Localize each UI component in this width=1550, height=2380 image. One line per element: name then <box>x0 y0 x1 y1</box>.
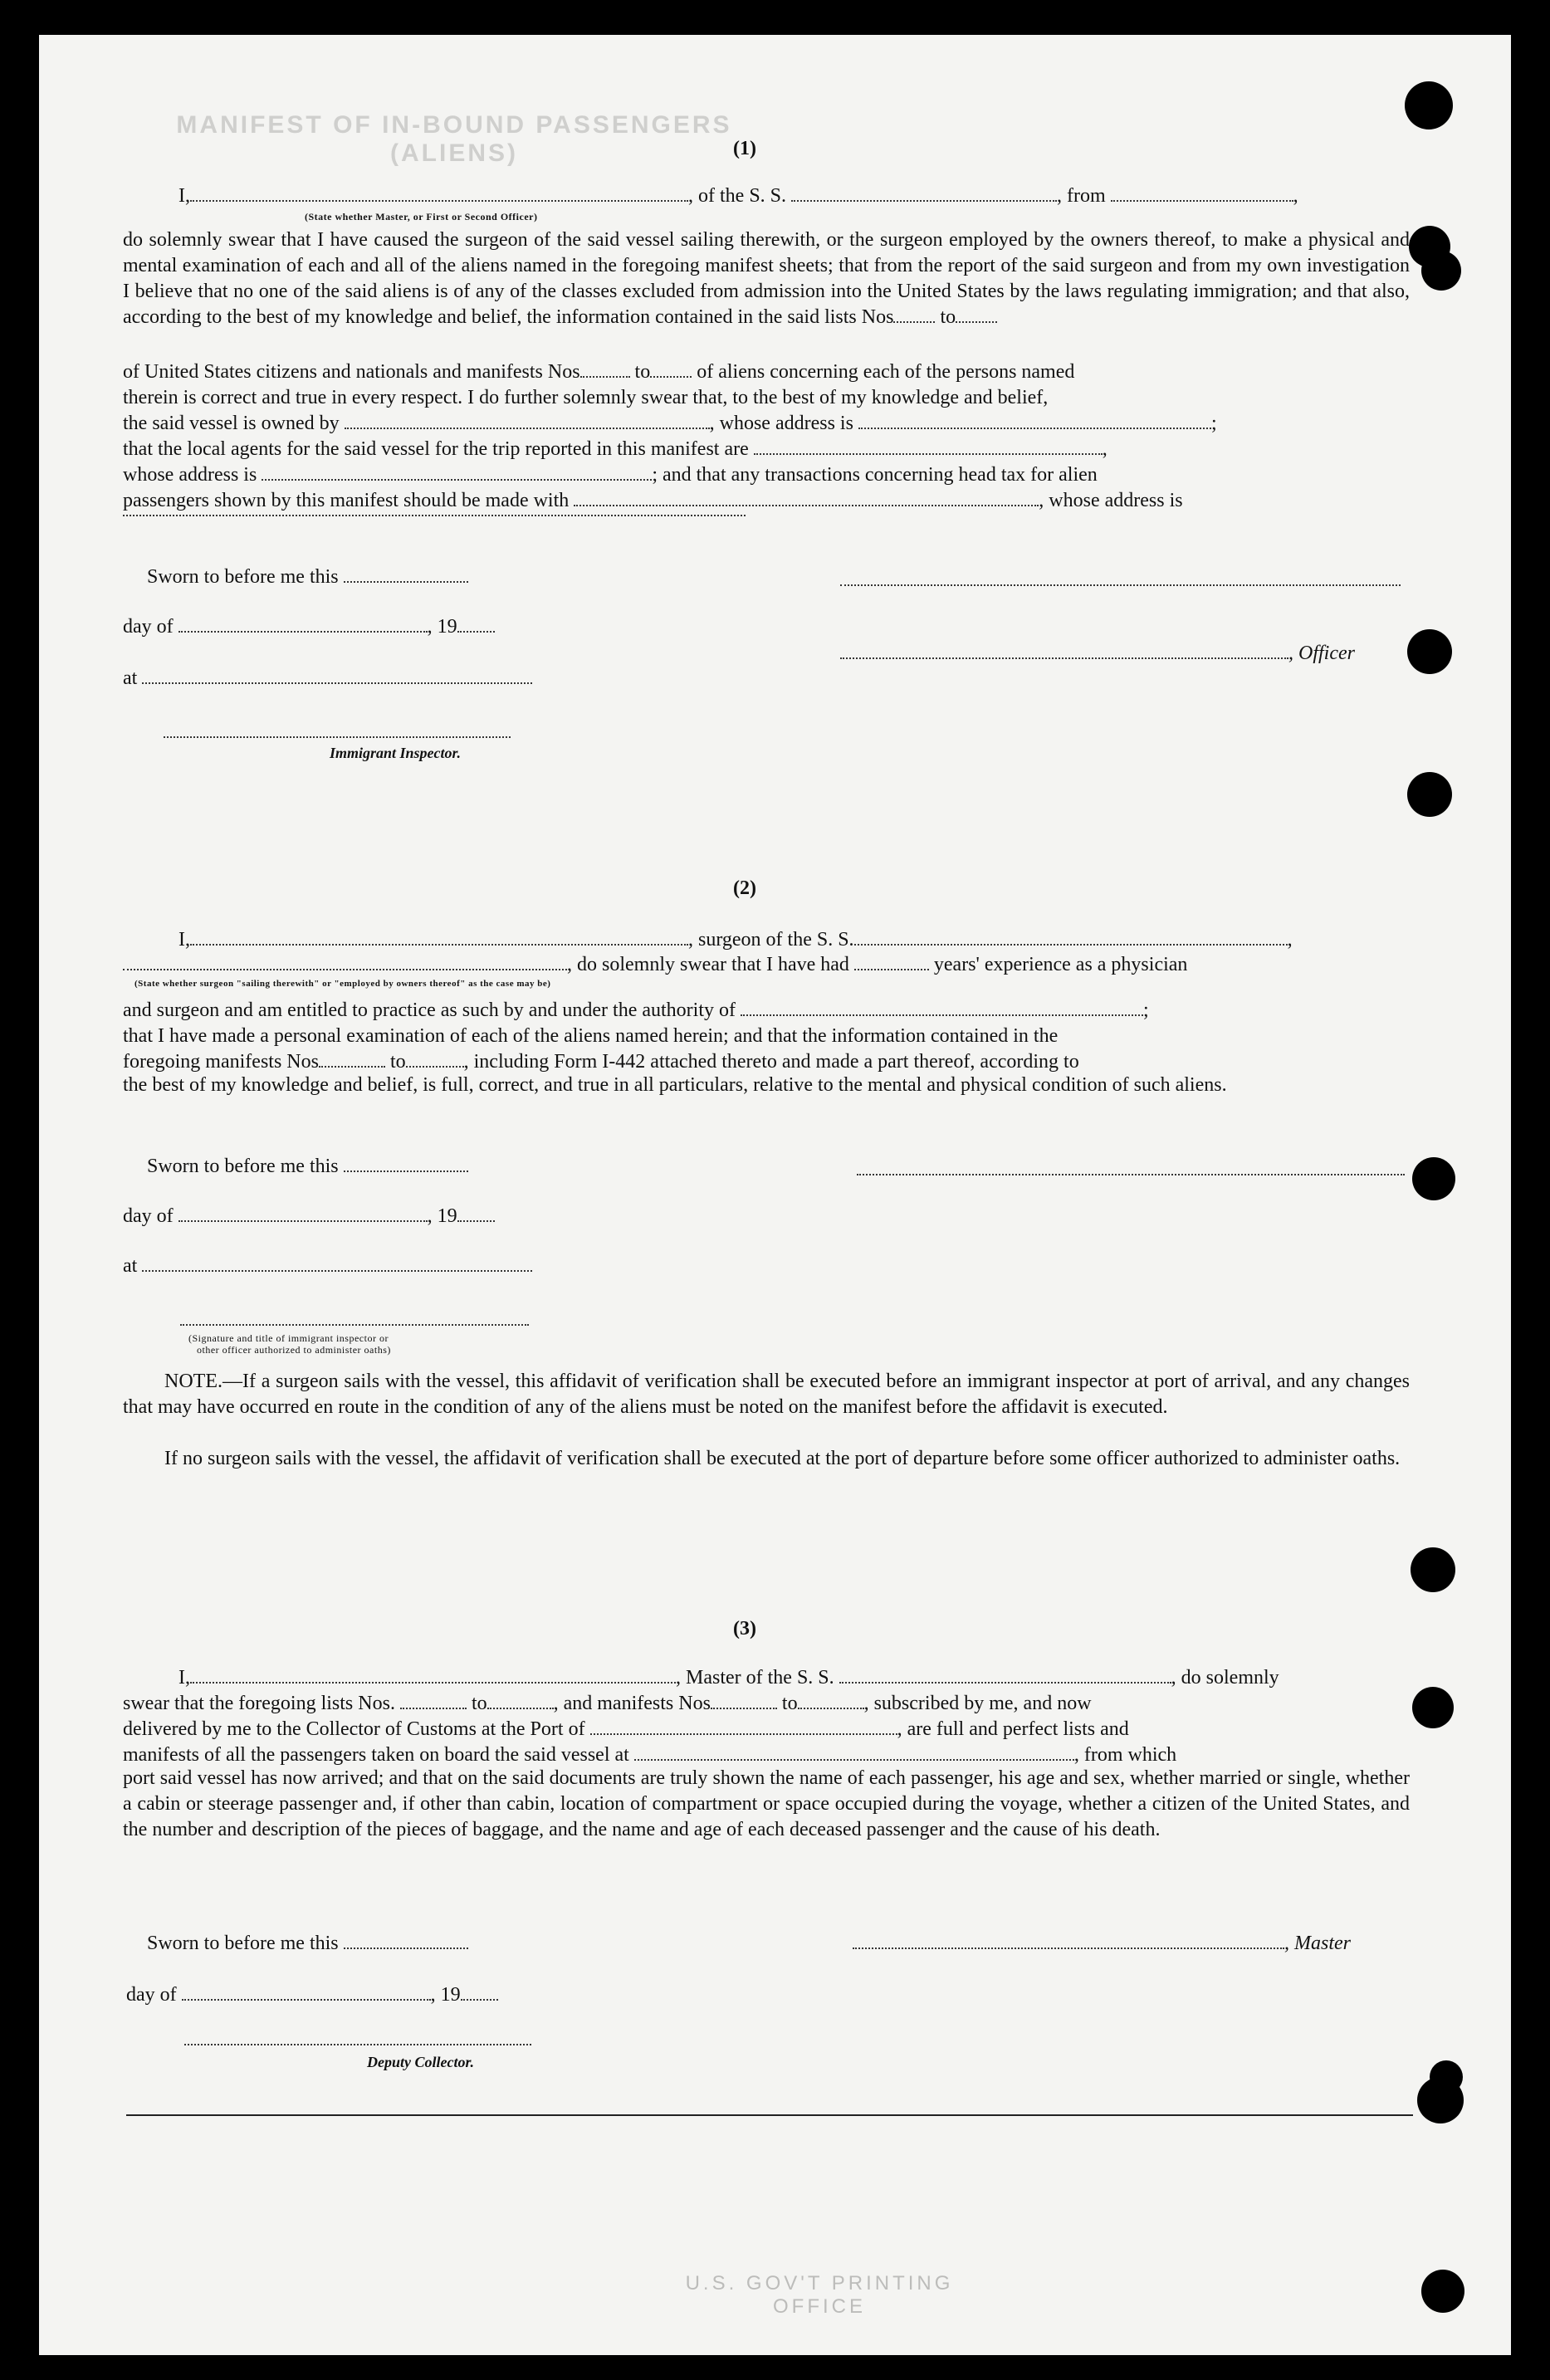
manifests-to-field[interactable] <box>650 361 692 378</box>
section-2-line-authority <box>123 999 1149 1022</box>
master-name-field[interactable] <box>190 1667 676 1684</box>
to-label: to <box>940 306 956 328</box>
section-2-at <box>123 1255 532 1278</box>
agents-address-field[interactable] <box>262 464 652 481</box>
section-1-caption: (State whether Master, or First or Second Officer) <box>305 211 538 222</box>
section-1-day <box>123 616 495 638</box>
officer-label: , Officer <box>1288 643 1355 664</box>
sig-caption-2: other officer authorized to administer oaths) <box>197 1344 391 1356</box>
at-place-field[interactable] <box>142 1255 532 1272</box>
at-label: at <box>123 667 138 689</box>
sworn-label: Sworn to before me this <box>147 1933 339 1954</box>
form-page <box>39 35 1511 2355</box>
authority-field[interactable] <box>741 999 1143 1016</box>
section-1-line-nationals <box>123 360 1074 384</box>
manifests-to-field[interactable] <box>406 1051 464 1068</box>
to-label: to <box>389 1051 406 1073</box>
inspector-signature-field[interactable] <box>164 736 511 738</box>
whose-address-label: , whose address is <box>709 413 853 434</box>
section-1-officer <box>840 643 1355 665</box>
do-solemnly-label: , do solemnly <box>1171 1667 1279 1688</box>
section-2-line-foregoing <box>123 1050 1079 1073</box>
full-label: , are full and perfect lists and <box>897 1718 1129 1740</box>
bottom-rule <box>126 2114 1413 2116</box>
collector-signature-field[interactable] <box>184 2044 531 2045</box>
section-3-line-4 <box>123 1743 1176 1767</box>
section-1-number: (1) <box>733 138 756 159</box>
paragraph-text: do solemnly swear that I have caused the surgeon of the said vessel sailing therewith, or the surgeon employed by the owners thereof, to make a physical and mental examination of each and all of the aliens named in the foregoing manifest sheets; that from the report of the said surgeon and from my own investigation I believe that no one of the said aliens is of any of the classes excluded from admission into the United States by the laws regulating immigration; and that also, according to the best of my knowledge and belief, the information contained in the said lists Nos <box>123 229 1410 328</box>
day-month-field[interactable] <box>182 1984 431 2001</box>
section-2-line-1 <box>178 928 1293 951</box>
inspector-caption: Immigrant Inspector. <box>330 745 462 761</box>
punch-hole-icon <box>1411 1547 1455 1592</box>
note-head: NOTE. <box>164 1371 222 1392</box>
inspector-signature-field[interactable] <box>180 1324 529 1326</box>
day-of-label: day of <box>123 616 174 638</box>
sworn-day-field[interactable] <box>344 1933 468 1949</box>
vessel-field[interactable] <box>854 929 1288 946</box>
sworn-label: Sworn to before me this <box>147 1156 339 1177</box>
years-label: years' experience as a physician <box>933 954 1188 975</box>
pronoun: I, <box>178 1667 190 1688</box>
note-paragraph-2: If no surgeon sails with the vessel, the affidavit of verification shall be executed at the port of departure before some officer authorized to administer oaths. <box>164 1448 1401 1469</box>
section-2-caption: (State whether surgeon "sailing therewith" or "employed by owners thereof" as the case may be) <box>134 979 551 989</box>
including-text: , including Form I-442 attached thereto and made a part thereof, according to <box>463 1051 1079 1073</box>
master-signature-field[interactable] <box>853 1933 1284 1949</box>
delivered-label: delivered by me to the Collector of Customs at the Port of <box>123 1718 585 1740</box>
section-2-sworn <box>147 1156 468 1178</box>
from-field[interactable] <box>1111 185 1293 202</box>
officer-signature-field[interactable] <box>840 584 1401 586</box>
whose-address-end: , whose address is <box>1039 490 1183 511</box>
manifests-from-field[interactable] <box>580 361 630 378</box>
punch-hole-icon <box>1405 81 1453 130</box>
lists-to-field[interactable] <box>487 1693 554 1709</box>
master-label: , Master <box>1284 1933 1351 1954</box>
manifests-of-label: manifests of all the passengers taken on board the said vessel at <box>123 1744 629 1766</box>
foregoing-label: foregoing manifests Nos <box>123 1051 319 1073</box>
vessel-field[interactable] <box>791 185 1057 202</box>
comma: , <box>1293 185 1298 207</box>
day-of-label: day of <box>123 1205 174 1227</box>
to-label: to <box>634 361 651 383</box>
subscribed-label: , subscribed by me, and now <box>863 1693 1092 1714</box>
lists-from-field[interactable] <box>893 306 935 323</box>
officer-field[interactable] <box>840 643 1288 659</box>
passengers-text: passengers shown by this manifest should be made with <box>123 490 570 511</box>
section-1-line-agents <box>123 437 1107 461</box>
surgeon-name-field[interactable] <box>190 929 688 946</box>
surgeon-type-field[interactable] <box>123 954 567 970</box>
embark-port-field[interactable] <box>634 1744 1074 1761</box>
sworn-label: Sworn to before me this <box>147 566 339 588</box>
owner-address-field[interactable] <box>858 413 1211 429</box>
to-label: to <box>781 1693 798 1714</box>
owner-field[interactable] <box>345 413 710 429</box>
local-agents-label: that the local agents for the said vessel for the trip reported in this manifest are <box>123 438 749 460</box>
at-place-field[interactable] <box>142 667 532 684</box>
manifests-to-field[interactable] <box>798 1693 864 1709</box>
swear-lists-label: swear that the foregoing lists Nos. <box>123 1693 395 1714</box>
manifests-from-field[interactable] <box>319 1051 385 1068</box>
section-3-line-1 <box>178 1666 1279 1689</box>
port-field[interactable] <box>590 1718 897 1735</box>
to-label: to <box>471 1693 487 1714</box>
aliens-named-text: of aliens concerning each of the persons named <box>697 361 1075 383</box>
head-tax-contact-field[interactable] <box>574 490 1039 506</box>
section-1-line-owned <box>123 412 1217 435</box>
year-field[interactable] <box>457 616 495 633</box>
section-3-line-2 <box>123 1692 1092 1715</box>
years-field[interactable] <box>854 954 929 970</box>
punch-hole-icon <box>1421 2270 1464 2313</box>
section-3-number: (3) <box>733 1618 756 1640</box>
owned-by-label: the said vessel is owned by <box>123 413 340 434</box>
comma: , <box>1287 929 1293 951</box>
head-tax-address-field[interactable] <box>123 515 746 516</box>
year-label: , 19 <box>427 616 457 638</box>
pronoun: I, <box>178 929 190 951</box>
section-2-paragraph-b: the best of my knowledge and belief, is full, correct, and true in all particulars, relative to the mental and physical condition of such aliens. <box>123 1074 1227 1096</box>
collector-caption: Deputy Collector. <box>367 2054 474 2070</box>
section-1-line-passengers <box>123 489 1183 512</box>
section-2-number: (2) <box>733 877 756 899</box>
section-3-sworn <box>147 1933 468 1955</box>
section-3-day <box>126 1984 498 2006</box>
surgeon-signature-field[interactable] <box>857 1174 1405 1175</box>
punch-hole-icon <box>1421 251 1461 291</box>
section-1-line-therein: therein is correct and true in every respect. I do further solemnly swear that, to the best of my knowledge and belief, <box>123 387 1049 408</box>
section-3-master <box>853 1933 1351 1955</box>
authority-label: and surgeon and am entitled to practice as such by and under the authority of <box>123 999 736 1021</box>
master-of-label: , Master of the S. S. <box>676 1667 834 1688</box>
section-1-sworn <box>147 566 468 589</box>
section-1-line-address <box>123 463 1098 486</box>
sig-caption-1: (Signature and title of immigrant inspector or <box>188 1332 389 1344</box>
year-field[interactable] <box>461 1984 498 2001</box>
punch-hole-icon <box>1412 1157 1455 1200</box>
bleed-through-footer: U.S. GOV'T PRINTING OFFICE <box>685 2272 954 2318</box>
section-2-day <box>123 1205 495 1228</box>
day-month-field[interactable] <box>178 616 428 633</box>
section-2-line-2 <box>123 953 1187 976</box>
year-label: , 19 <box>430 1984 461 2006</box>
surgeon-of-label: , surgeon of the S. S. <box>688 929 854 951</box>
lists-from-field[interactable] <box>400 1693 467 1709</box>
semicolon: ; <box>1143 999 1149 1021</box>
bleed-through-heading: MANIFEST OF IN-BOUND PASSENGERS (ALIENS) <box>176 111 732 167</box>
punch-hole-icon <box>1430 2060 1463 2094</box>
section-3-line-3 <box>123 1718 1129 1741</box>
note-text: —If a surgeon sails with the vessel, this affidavit of verification shall be executed before an immigrant inspector at port of arrival, and any changes that may have occurred en route in the condition of any of the aliens must be noted on the manifest before the affidavit is executed. <box>123 1371 1410 1418</box>
section-1-at <box>123 667 532 690</box>
pronoun: I, <box>178 185 190 207</box>
section-1-paragraph <box>123 227 1410 330</box>
swear-label: , do solemnly swear that I have had <box>567 954 849 975</box>
sworn-day-field[interactable] <box>344 566 468 583</box>
year-label: , 19 <box>427 1205 457 1227</box>
semicolon: ; <box>1210 413 1217 434</box>
from-label: , from <box>1057 185 1106 207</box>
of-ss-label: , of the S. S. <box>688 185 787 207</box>
name-field[interactable] <box>190 185 688 202</box>
punch-hole-icon <box>1412 1687 1454 1728</box>
head-tax-text: ; and that any transactions concerning head tax for alien <box>652 464 1098 486</box>
section-3-paragraph: port said vessel has now arrived; and that on the said documents are truly shown the name of each passenger, his age and sex, whether married or single, whether a cabin or steerage passenger and, if other than cabin, location of compartment or space occupied during the voyage, whether a citizen of the United States, and the number and description of the pieces of baggage, and the name and age of each deceased passenger and the cause of his death. <box>123 1767 1410 1840</box>
day-month-field[interactable] <box>178 1205 428 1222</box>
sworn-day-field[interactable] <box>344 1156 468 1172</box>
section-1-line-1 <box>178 184 1298 208</box>
agents-field[interactable] <box>754 438 1103 455</box>
note-paragraph <box>123 1369 1410 1420</box>
year-field[interactable] <box>457 1205 495 1222</box>
lists-to-field[interactable] <box>956 306 997 323</box>
section-2-line-examination: that I have made a personal examination of each of the aliens named herein; and that the information contained in the <box>123 1025 1059 1047</box>
from-which-label: , from which <box>1073 1744 1177 1766</box>
day-of-label: day of <box>126 1984 177 2006</box>
manifests-from-field[interactable] <box>711 1693 777 1709</box>
punch-hole-icon <box>1407 629 1452 674</box>
nationals-text: of United States citizens and nationals and manifests Nos <box>123 361 580 383</box>
at-label: at <box>123 1255 138 1277</box>
whose-address-is-label: whose address is <box>123 464 257 486</box>
punch-hole-icon <box>1407 772 1452 817</box>
comma: , <box>1102 438 1107 460</box>
vessel-field[interactable] <box>839 1667 1171 1684</box>
and-manifests-label: , and manifests Nos <box>553 1693 711 1714</box>
